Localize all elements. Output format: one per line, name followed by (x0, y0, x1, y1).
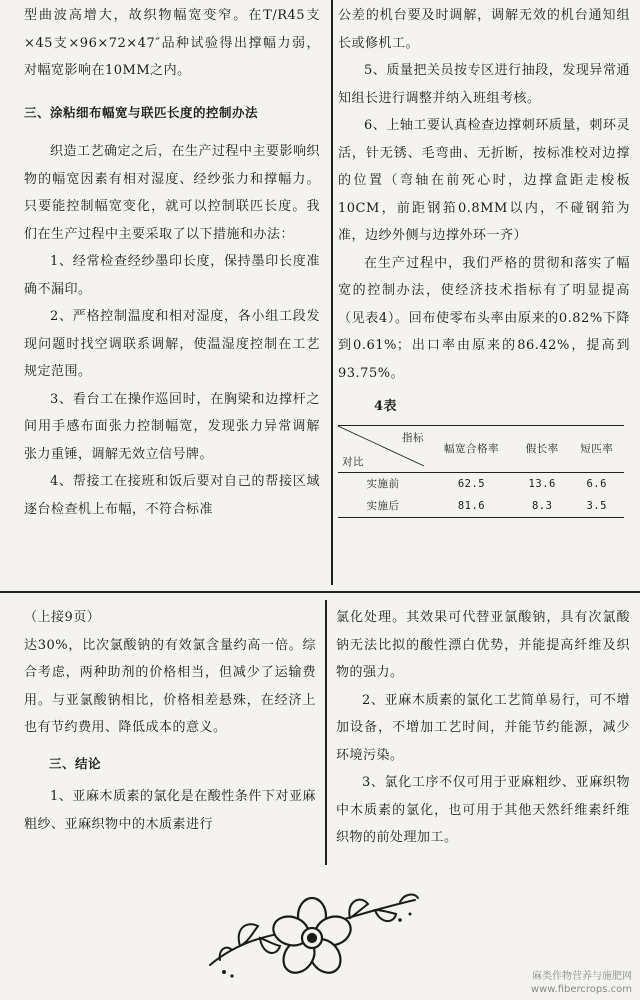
continuation-note: （上接9页） (24, 610, 101, 625)
row-label: 实施前 (366, 477, 400, 490)
watermark (531, 970, 632, 996)
paragraph: 公差的机台要及时调解，调解无效的机台通知组长或修机工。 (338, 8, 630, 51)
list-item: 6、上轴工要认真检查边撑刺环质量，刺环灵活，针无锈、毛弯曲、无折断，按标准校对边撑的位置（弯轴在前死心时，边撑盒距走梭板10CM，前距钢筘0.8MM以内，不碰钢筘为准，边纱外侧与边撑外环一齐） (338, 118, 630, 243)
table-cell: 6.6 (586, 477, 607, 490)
data-table (338, 425, 624, 518)
column-bottom-right (336, 604, 630, 852)
table-corner-header (338, 425, 428, 472)
table-cell: 8.3 (531, 499, 553, 512)
list-item: 3、看台工在操作巡回时，在胸梁和边撑杆之间用手感布面张力控制幅宽，发现张力异常调解张力重锤，调解无效立信号牌。 (24, 391, 320, 462)
list-item: 1、亚麻木质素的氯化是在酸性条件下对亚麻粗纱、亚麻织物中的木质素进行 (24, 789, 316, 832)
table-cell: 62.5 (457, 477, 486, 490)
column-top-right (338, 2, 630, 518)
watermark-line: 麻类作物营养与施肥网 (532, 971, 632, 982)
table-cell: 3.5 (586, 499, 607, 512)
table-cell: 81.6 (457, 499, 486, 512)
corner-label-bottom: 对比 (342, 455, 364, 468)
flower-ornament-icon (200, 880, 430, 985)
list-item: 3、氯化工序不仅可用于亚麻粗纱、亚麻织物中木质素的氯化，也可用于其他天然纤维素纤维织物的前处理加工。 (336, 775, 630, 845)
section-divider (0, 591, 640, 593)
table-cell: 13.6 (528, 477, 556, 490)
column-divider (331, 0, 333, 585)
list-item: 1、经常检查经纱墨印长度，保持墨印长度准确不漏印。 (24, 254, 320, 297)
column-top-left (24, 2, 320, 523)
corner-label-top: 指标 (402, 431, 424, 444)
list-item: 2、亚麻木质素的氯化工艺简单易行，可不增加设备，不增加工艺时间，并能节约能源，减少环境污染。 (336, 692, 630, 763)
list-item: 2、严格控制温度和相对湿度，各小组工段发现问题时找空调联系调解，使温湿度控制在工艺规定范围。 (24, 309, 320, 379)
column-divider (325, 600, 327, 865)
column-header: 短匹率 (580, 442, 614, 455)
column-bottom-left (24, 604, 316, 838)
watermark-url: www.fibercrops.com (530, 984, 632, 995)
paragraph: 型曲波高增大，故织物幅宽变窄。在T/R45支×45支×96×72×47″品种试验得出撑幅力弱，对幅宽影响在10MM之内。 (24, 8, 320, 78)
paragraph: 氯化处理。其效果可代替亚氯酸钠，具有次氯酸钠无法比拟的酸性漂白优势，并能提高纤维及织物的强力。 (336, 610, 630, 680)
section-heading: 三、涂粘细布幅宽与联匹长度的控制办法 (24, 104, 259, 120)
paragraph: 织造工艺确定之后，在生产过程中主要影响织物的幅宽因素有相对湿度、经纱张力和撑幅力。只要能控制幅宽变化，就可以控制联匹长度。我们在生产过程中主要采取了以下措施和办法： (24, 144, 321, 242)
list-item: 5、质量把关员按专区进行抽段，发现异常通知组长进行调整并纳入班组考核。 (338, 63, 630, 106)
table-row (338, 472, 624, 495)
section-heading: 三、结论 (49, 755, 102, 771)
column-header: 假长率 (525, 442, 559, 455)
table-title: 4表 (374, 399, 398, 414)
list-item: 4、帮接工在接班和饭后要对自己的帮接区域逐台检查机上布幅，不符合标准 (24, 474, 320, 517)
table-row (338, 495, 624, 518)
paragraph: 在生产过程中，我们严格的贯彻和落实了幅宽的控制办法，使经济技术指标有了明显提高（见表4）。回布使零布头率由原来的0.82%下降到0.61%；出口率由原来的86.42%，提高到93.75%。 (338, 255, 630, 381)
column-header: 幅宽合格率 (443, 442, 499, 455)
paragraph: 达30%，比次氯酸钠的有效氯含量约高一倍。综合考虑，两种助剂的价格相当，但减少了运输费用。与亚氯酸钠相比，价格相差悬殊，在经济上也有节约费用、降低成本的意义。 (24, 637, 316, 735)
row-label: 实施后 (366, 499, 400, 512)
